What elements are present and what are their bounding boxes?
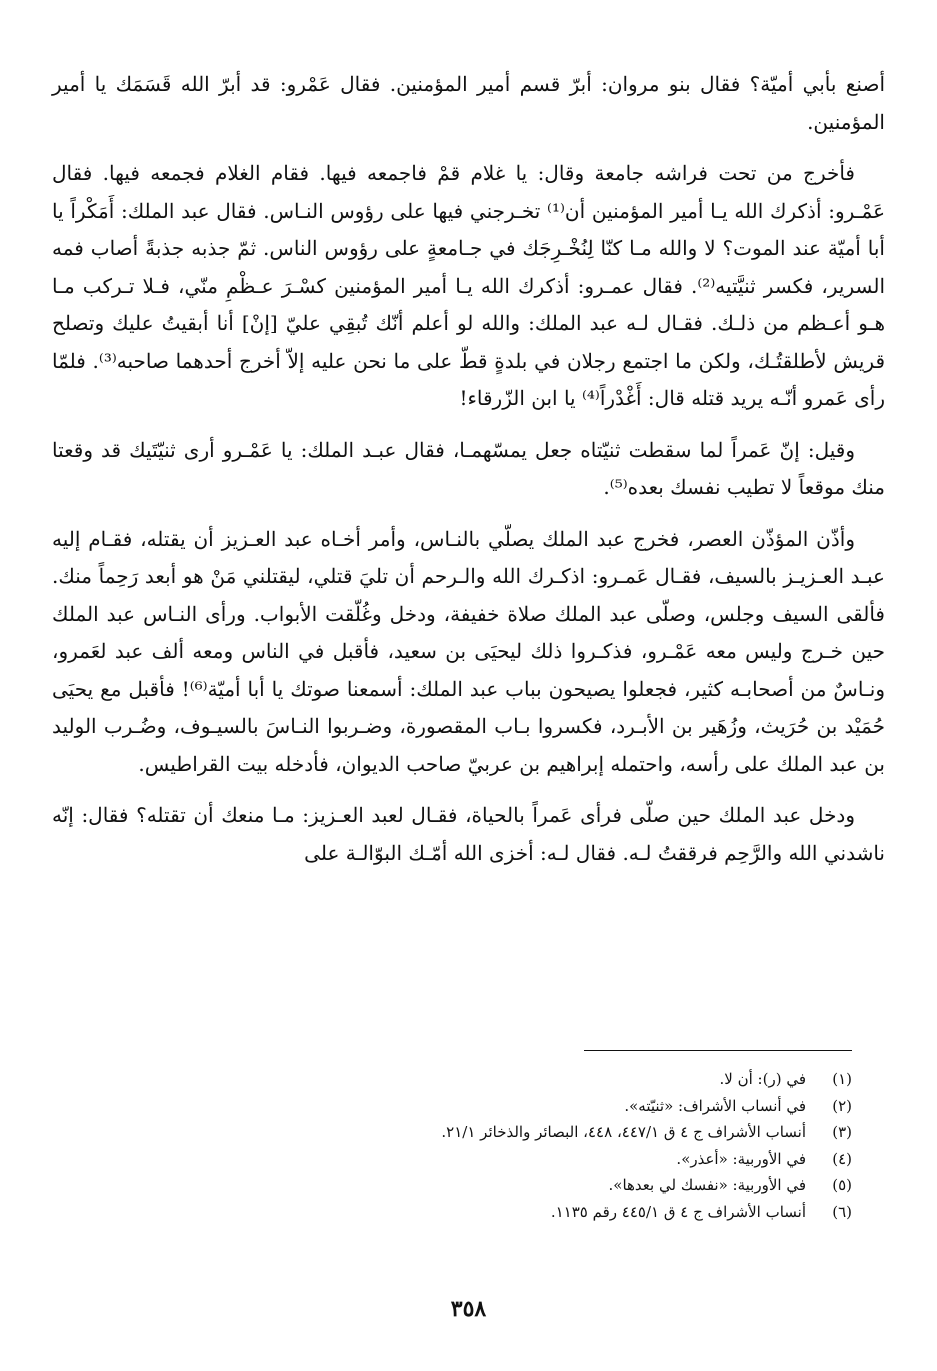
footnote-separator bbox=[584, 1050, 852, 1051]
footnote-text: في (ر): أن لا. bbox=[719, 1070, 806, 1088]
paragraph-2: فأخرج من تحت فراشه جامعة وقال: يا غلام قمْ فاجمعه فيها. فقام الغلام فجمعه فيها. فقال عَمْـرو: أذكرك الله يـا أمير المؤمنين أن⁽¹⁾ تخـرجني فيها على رؤوس النـاس. فقال عبد الملك: أَمَكْراً يا أبا أميّة عند الموت؟ لا والله مـا كنّا لِنُخْـرِجَك في جـامعةٍ على رؤوس الناس. ثمّ جذبه جذبةً أصاب فمه السرير، فكسر ثنيَّتيه⁽²⁾. فقال عمـرو: أذكرك الله يـا أمير المؤمنين كسْـرَ عـظْمِ منّي، فـلا تـركب مـا هـو أعـظم من ذلـك. فقـال لـه عبد الملك: والله لو أعلم أنّك تُبقِي عليّ [إنْ] أنا أبقيتُ عليك وتصلح قريش لأطلقتُـك، ولكن ما اجتمع رجلان في بلدةٍ قطّ على ما نحن عليه إلاّ أخرج أحدهما صاحبه⁽³⁾. فلمّا رأى عَمرو أنّـه يريد قتله قال: أَغْدْراً⁽⁴⁾ يا ابن الزّرقاء! bbox=[52, 161, 886, 410]
footnote-number: (٣) bbox=[832, 1123, 852, 1141]
footnote-6 bbox=[152, 1199, 852, 1226]
footnote-text: أنساب الأشراف ج ٤ ق ٤٤٥/١ رقم ١١٣٥. bbox=[550, 1202, 806, 1221]
footnote-1 bbox=[152, 1066, 852, 1093]
footnote-number: (٥) bbox=[832, 1176, 852, 1194]
footnote-number: (٤) bbox=[832, 1149, 852, 1168]
footnote-text: أنساب الأشراف ج ٤ ق ٤٤٧/١، ٤٤٨، البصائر والذخائر ٢١/١. bbox=[441, 1123, 806, 1141]
footnote-4 bbox=[152, 1146, 852, 1173]
footnote-text: في الأوربية: «أعذر». bbox=[676, 1149, 806, 1168]
footnote-number: (١) bbox=[832, 1070, 852, 1088]
footnote-3 bbox=[152, 1119, 852, 1146]
paragraph-1: أصنع بأبي أميّة؟ فقال بنو مروان: أبرّ قسم أمير المؤمنين. فقال عَمْرو: قد أبرّ الله قَسَمَك يا أمير المؤمنين. bbox=[52, 72, 885, 134]
footnote-number: (٢) bbox=[832, 1096, 852, 1115]
footnote-text: في أنساب الأشراف: «ثنيّته». bbox=[624, 1096, 806, 1115]
footnote-number: (٦) bbox=[832, 1202, 852, 1221]
body-text bbox=[52, 66, 885, 886]
footnote-text: في الأوربية: «نفسك لي بعدها». bbox=[608, 1176, 806, 1194]
footnote-5 bbox=[152, 1172, 852, 1199]
footnote-2 bbox=[152, 1093, 852, 1120]
page-number: ٣٥٨ bbox=[450, 1296, 487, 1322]
footnotes-list bbox=[152, 1066, 852, 1225]
paragraph-4: وأذّن المؤذّن العصر، فخرج عبد الملك يصلّي بالنـاس، وأمر أخـاه عبد العـزيز أن يقتله، فقـام إليه عبـد العـزيـز بالسيف، فقـال عَمـرو: اذكـرك الله والـرحم أن تليَ قتلي، ليقتلني مَنْ هو أبعد رَحِماً منك. فألقى السيف وجلس، وصلّى عبد الملك صلاة خفيفة، ودخل وغُلّقت الأبواب. ورأى النـاس عبد الملك حين خـرج وليس معه عَمْـرو، فذكـروا ذلك ليحيَى بن سعيد، فأقبل في الناس ومعه ألف عبد لعَمرو، ونـاسٌ من أصحابـه كثير، فجعلوا يصيحون بباب عبد الملك: أسمعنا صوتك يا أبا أميّة⁽⁶⁾! فأقبل مع يحيَى حُمَيْد بن حُرَيث، وزُهَير بن الأبـرد، فكسروا بـاب المقصورة، وضـربوا النـاسَ بالسيـوف، وضُـرب الوليد بن عبد الملك على رأسه، واحتمله إبراهيم بن عربيّ صاحب الديوان، فأدخله بيت القراطيس. bbox=[52, 526, 885, 776]
paragraph-3: وقيل: إنّ عَمراً لما سقطت ثنيّتاه جعل يمسّهمـا، فقال عبـد الملك: يا عَمْـرو أرى ثنيّتَيك قد وقعتا منك موقعاً لا تطيب نفسك بعده⁽⁵⁾. bbox=[52, 437, 885, 499]
paragraph-5: ودخل عبد الملك حين صلّى فرأى عَمراً بالحياة، فقـال لعبد العـزيز: مـا منعك أن تقتله؟ فقال: إنّه ناشدني الله والرَّحِم فرققتُ لـه. فقال لـه: أخزى الله أمّـك البوّالـة على bbox=[52, 803, 885, 865]
